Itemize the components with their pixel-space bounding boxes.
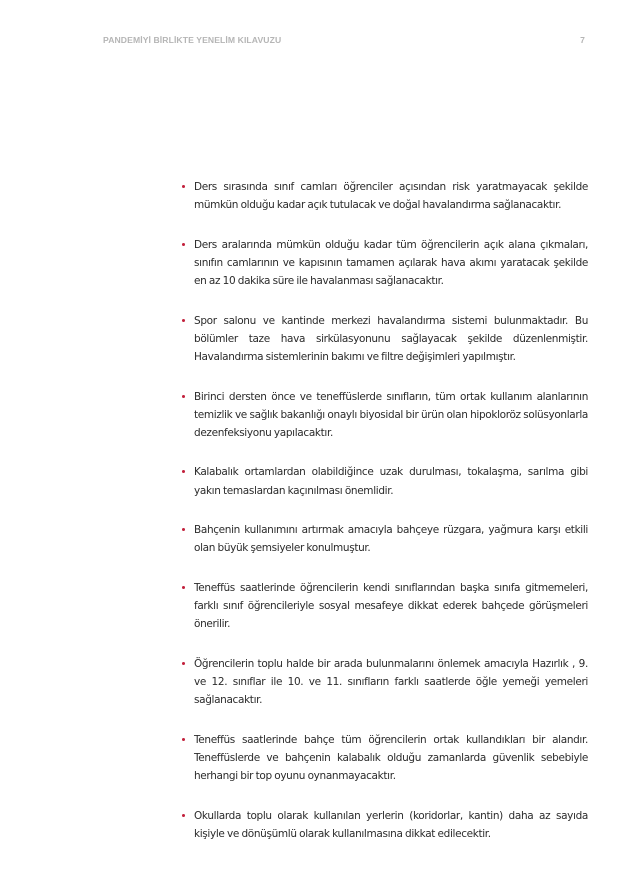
page-number: 7 bbox=[580, 35, 585, 45]
bullet-dot-icon bbox=[182, 814, 185, 817]
bullet-dot-icon bbox=[182, 470, 185, 473]
list-item bbox=[182, 178, 588, 214]
list-item bbox=[182, 236, 588, 291]
list-item bbox=[182, 463, 588, 499]
bullet-dot-icon bbox=[182, 586, 185, 589]
list-item-text: Spor salonu ve kantinde merkezi havalandırma sistemi bulunmaktadır. Bu bölümler taze hava sirkülasyonunu sağlayacak şekilde düzenlenmiştir. Havalandırma sistemlerinin bakımı ve filtre değişimleri yapılmıştır. bbox=[194, 314, 588, 364]
list-item-text: Okullarda toplu olarak kullanılan yerlerin (koridorlar, kantin) daha az sayıda kişiyle ve dönüşümlü olarak kullanılmasına dikkat edilecektir. bbox=[194, 809, 588, 840]
list-item-text: Bahçenin kullanımını artırmak amacıyla bahçeye rüzgara, yağmura karşı etkili olan büyük şemsiyeler konulmuştur. bbox=[194, 524, 588, 555]
bullet-dot-icon bbox=[182, 395, 185, 398]
list-item-text: Ders aralarında mümkün olduğu kadar tüm öğrencilerin açık alana çıkmaları, sınıfın camlarının ve kapısının tamamen açılarak hava akımı yaratacak şekilde en az 10 dakika süre ile havalanması sağlanacaktır. bbox=[194, 238, 588, 288]
list-item bbox=[182, 388, 588, 443]
list-item-text: Teneffüs saatlerinde bahçe tüm öğrencilerin ortak kullandıkları bir alandır. Teneffüslerde ve bahçenin kalabalık olduğu zamanlarda güvenlik sebebiyle herhangi bir top oyunu oynanmayacaktır. bbox=[194, 733, 588, 783]
bullet-dot-icon bbox=[182, 243, 185, 246]
bullet-dot-icon bbox=[182, 662, 185, 665]
list-item bbox=[182, 312, 588, 367]
list-item-text: Kalabalık ortamlardan olabildiğince uzak durulması, tokalaşma, sarılma gibi yakın temaslardan kaçınılması önemlidir. bbox=[194, 466, 588, 497]
list-item-text: Birinci dersten önce ve teneffüslerde sınıfların, tüm ortak kullanım alanlarının temizlik ve sağlık bakanlığı onaylı biyosidal bir ürün olan hipokloröz solüsyonlarla dezenfeksiyonu yapılacaktır. bbox=[194, 390, 588, 439]
page-header bbox=[103, 33, 587, 47]
list-item bbox=[182, 521, 588, 557]
list-item bbox=[182, 731, 588, 786]
list-item-text: Teneffüs saatlerinde öğrencilerin kendi sınıflarından başka sınıfa gitmemeleri, farklı sınıf öğrencileriyle sosyal mesafeye dikkat ederek bahçede görüşmeleri önerilir. bbox=[194, 581, 588, 631]
list-item-text: Öğrencilerin toplu halde bir arada bulunmalarını önlemek amacıyla Hazırlık , 9. ve 12. sınıflar ile 10. ve 11. sınıfların farklı saatlerde öğle yemeği yemeleri sağlanacaktır. bbox=[194, 657, 588, 707]
list-item bbox=[182, 655, 588, 710]
list-item bbox=[182, 579, 588, 634]
bullet-dot-icon bbox=[182, 738, 185, 741]
bullet-dot-icon bbox=[182, 185, 185, 188]
guideline-list bbox=[182, 178, 588, 843]
bullet-dot-icon bbox=[182, 319, 185, 322]
list-item-text: Ders sırasında sınıf camları öğrenciler açısından risk yaratmayacak şekilde mümkün olduğu kadar açık tutulacak ve doğal havalandırma sağlanacaktır. bbox=[194, 181, 588, 212]
list-item bbox=[182, 807, 588, 843]
document-title: PANDEMİYİ BİRLİKTE YENELİM KILAVUZU bbox=[103, 35, 282, 45]
bullet-dot-icon bbox=[182, 528, 185, 531]
